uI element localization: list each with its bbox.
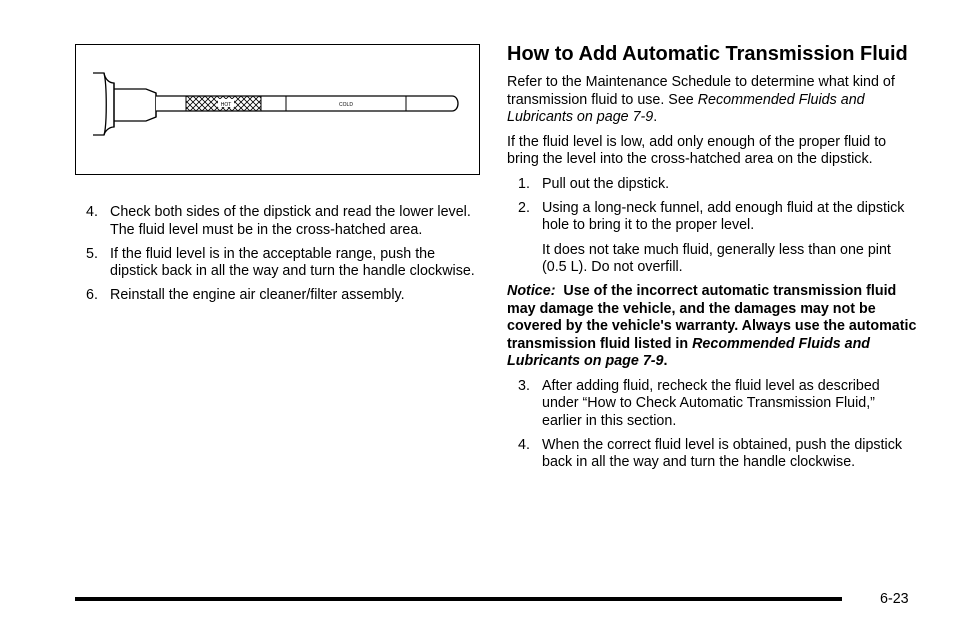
- dipstick-illustration: [75, 44, 480, 175]
- page-number: 6-23: [880, 591, 909, 607]
- notice-label: Notice:: [507, 283, 556, 299]
- step-text: Using a long-neck funnel, add enough fluid at the dipstick hole to bring it to the proper level.: [542, 199, 905, 233]
- step-number: 4.: [518, 436, 530, 453]
- cross-reference: Recommended Fluids and Lubricants on page 7-9: [507, 91, 865, 125]
- add-fluid-section: [507, 43, 917, 478]
- step-text: If the fluid level is in the acceptable range, push the dipstick back in all the way and turn the handle clockwise.: [110, 245, 475, 279]
- add-steps-list-a: [507, 176, 917, 277]
- list-item: [507, 378, 917, 431]
- intro-paragraph: Refer to the Maintenance Schedule to determine what kind of transmission fluid to use. See Recommended Fluids and Lubricants on page 7-9.: [507, 74, 895, 125]
- footer-rule: [75, 597, 842, 601]
- step-text: Reinstall the engine air cleaner/filter assembly.: [110, 287, 405, 303]
- cross-reference: Recommended Fluids and Lubricants on page 7-9: [507, 335, 871, 369]
- low-level-paragraph: If the fluid level is low, add only enough of the proper fluid to bring the level into the cross-hatched area on the dipstick.: [507, 133, 887, 167]
- step-number: 1.: [518, 175, 530, 192]
- list-item: [507, 200, 917, 277]
- step-subtext: It does not take much fluid, generally less than one pint (0.5 L). Do not overfill.: [542, 241, 891, 275]
- cold-label: COLD: [339, 102, 353, 108]
- list-item: [507, 437, 917, 472]
- step-text: Check both sides of the dipstick and read the lower level. The fluid level must be in the cross-hatched area.: [110, 204, 471, 238]
- list-item: [507, 176, 917, 194]
- add-steps-list-b: [507, 378, 917, 472]
- step-number: 3.: [518, 377, 530, 394]
- dipstick-handle: [93, 73, 106, 135]
- hot-label: HOT: [220, 102, 232, 108]
- step-number: 5.: [86, 245, 98, 262]
- list-item: [75, 246, 480, 281]
- step-text: After adding fluid, recheck the fluid level as described under “How to Check Automatic Transmission Fluid,” earlier in this section.: [542, 377, 880, 429]
- list-item: [75, 204, 480, 239]
- step-text: Pull out the dipstick.: [542, 175, 670, 192]
- section-title: How to Add Automatic Transmission Fluid: [507, 43, 908, 65]
- left-steps-list: [75, 204, 480, 311]
- notice-paragraph: Notice: Use of the incorrect automatic transmission fluid may damage the vehicle, and the damages may not be covered by the vehicle's warranty. Always use the automatic transmission fluid listed in Recommended Fluids and Lubricants on page 7-9.: [507, 283, 917, 369]
- step-text: When the correct fluid level is obtained, push the dipstick back in all the way and turn the handle clockwise.: [542, 436, 902, 470]
- step-number: 2.: [518, 199, 530, 216]
- dipstick-drawing: [76, 45, 479, 174]
- list-item: [75, 287, 480, 305]
- step-number: 4.: [86, 204, 98, 220]
- step-number: 6.: [86, 287, 98, 303]
